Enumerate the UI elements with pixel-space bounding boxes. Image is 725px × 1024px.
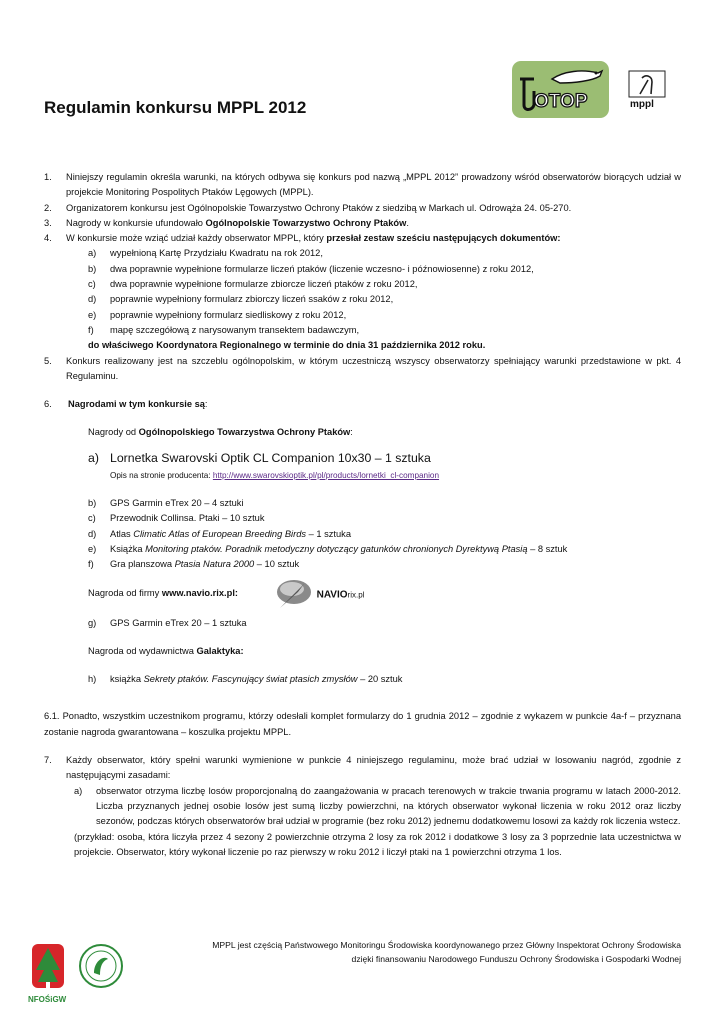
- mppl-bird-icon: [628, 70, 666, 110]
- otop-bird-icon: [512, 61, 609, 118]
- gios-logo: [78, 943, 124, 989]
- regulation-body: [44, 170, 681, 860]
- paragraph-4: 4. W konkursie może wziąć udział każdy obserwator MPPL, który przesłał zestaw sześciu następujących dokumentów:: [44, 233, 561, 244]
- list-item: c) Przewodnik Collinsa. Ptaki – 10 sztuk: [88, 513, 265, 524]
- navio-globe-icon: [274, 578, 314, 612]
- footer-text: MPPL jest częścią Państwowego Monitoringu Środowiska koordynowanego przez Główny Inspektorat Ochrony Środowiska dzięki finansowaniu Narodowego Funduszu Ochrony Środowiska i Gospodarki Wodnej: [212, 940, 681, 964]
- paragraph-7-example: (przykład: osoba, która liczyła przez 4 sezony 2 powierzchnie otrzyma 2 losy za rok 2012 i dodatkowe 3 losy za 3 poprzednie lata uczestnictwa w projekcie. Obserwator, który wykonał liczenie po raz pierwszy w roku 2012 i liczył ptaki na 1 powierzchni otrzyma 1 los.: [74, 831, 681, 857]
- gios-emblem-icon: [78, 943, 124, 989]
- list-item: c) dwa poprawnie wypełnione formularze zbiorcze liczeń ptaków z roku 2012,: [88, 279, 418, 290]
- paragraph-1: 1. Niniejszy regulamin określa warunki, na których odbywa się konkurs pod nazwą „MPPL 2012” prowadzony wśród obserwatorów biorących udział w projekcie Monitoring Pospolitych Ptaków Lęgowych (MPPL).: [44, 172, 681, 198]
- list-item: b) GPS Garmin eTrex 20 – 4 sztuki: [88, 498, 244, 509]
- paragraph-5: 5. Konkurs realizowany jest na szczeblu ogólnopolskim, w którym uczestniczą wszyscy obserwatorzy spełniający warunki przedstawione w pkt. 4 Regulaminu.: [44, 355, 681, 381]
- main-prize: a) Lornetka Swarovski Optik CL Companion 10x30 – 1 sztuka: [88, 450, 431, 465]
- svg-text:mppl: mppl: [630, 99, 654, 110]
- list-item: g) GPS Garmin eTrex 20 – 1 sztuka: [88, 617, 247, 628]
- list-item: a) wypełnioną Kartę Przydziału Kwadratu na rok 2012,: [88, 248, 323, 259]
- otop-prizes-heading: Nagrody od Ogólnopolskiego Towarzystwa Ochrony Ptaków:: [88, 427, 353, 438]
- paragraph-7a: a) obserwator otrzyma liczbę losów proporcjonalną do zaangażowania w pracach terenowych w trakcie trwania programu w latach 2000-2012. Liczba przyznanych jednej osobie losów jest sumą liczby powierzchni, na których obserwator wykonał liczenia w roku 2012 oraz liczby sezonów, podczas których obserwatorów brał udział w programie (bez roku 2012) jednemu dodatkowemu losowi za każdy rok liczenia wstecz.: [74, 785, 681, 827]
- paragraph-3: 3. Nagrody w konkursie ufundowało Ogólnopolskie Towarzystwo Ochrony Ptaków.: [44, 217, 409, 228]
- navio-logo: NAVIOrix.pl: [274, 578, 364, 612]
- svg-text:OTOP: OTOP: [534, 91, 588, 112]
- list-item: d) poprawnie wypełniony formularz zbiorczy liczeń ssaków z roku 2012,: [88, 294, 394, 305]
- otop-logo: [512, 61, 609, 118]
- svg-text:NFOŚiGW: NFOŚiGW: [28, 995, 67, 1004]
- producer-link[interactable]: http://www.swarovskioptik.pl/pl/products/lornetki_cl-companion: [212, 470, 440, 480]
- paragraph-2: 2. Organizatorem konkursu jest Ogólnopolskie Towarzystwo Ochrony Ptaków z siedzibą w Markach ul. Odrowąża 24. 05-270.: [44, 202, 572, 213]
- list-item: b) dwa poprawnie wypełnione formularze liczeń ptaków (liczenie wczesno- i późnowiosenne) z roku 2012,: [88, 263, 534, 274]
- list-item: e) Książka Monitoring ptaków. Poradnik metodyczny dotyczący gatunków chronionych Dyrektywą Ptasią – 8 sztuk: [88, 543, 568, 554]
- prize-description: Opis na stronie producenta: http://www.swarovskioptik.pl/pl/products/lornetki_cl-companion: [110, 470, 440, 480]
- list-item: e) poprawnie wypełniony formularz siedliskowy z roku 2012,: [88, 309, 347, 320]
- paragraph-7: 7. Każdy obserwator, który spełni warunki wymienione w punkcie 4 niniejszego regulaminu, może brać udział w losowaniu nagród, zgodnie z następującymi zasadami:: [44, 755, 681, 781]
- page-title: Regulamin konkursu MPPL 2012: [44, 98, 307, 117]
- list-item: f) Gra planszowa Ptasia Natura 2000 – 10 sztuk: [88, 559, 300, 570]
- tree-icon: [28, 940, 68, 1012]
- list-item: h) książka Sekrety ptaków. Fascynujący świat ptasich zmysłów – 20 sztuk: [88, 674, 403, 685]
- paragraph-6-1: 6.1. Ponadto, wszystkim uczestnikom programu, którzy odesłali komplet formularzy do 1 grudnia 2012 – zgodnie z wykazem w punkcie 4a-f – przyznana zostanie nagroda gwarantowana – koszulka projektu MPPL.: [44, 711, 681, 737]
- list-item: d) Atlas Climatic Atlas of European Breeding Birds – 1 sztuka: [88, 528, 351, 539]
- mppl-logo: [628, 70, 666, 110]
- galaktyka-prizes-heading: Nagroda od wydawnictwa Galaktyka:: [88, 645, 244, 656]
- navio-prizes-heading: Nagroda od firmy www.navio.rix.pl: NAVIOrix.pl: [44, 586, 681, 616]
- deadline-text: do właściwego Koordynatora Regionalnego w terminie do dnia 31 października 2012 roku.: [88, 340, 486, 351]
- nfosigw-logo: [28, 940, 68, 1012]
- list-item: f) mapę szczegółową z narysowanym transektem badawczym,: [88, 324, 360, 335]
- paragraph-6: 6. Nagrodami w tym konkursie są:: [44, 399, 208, 410]
